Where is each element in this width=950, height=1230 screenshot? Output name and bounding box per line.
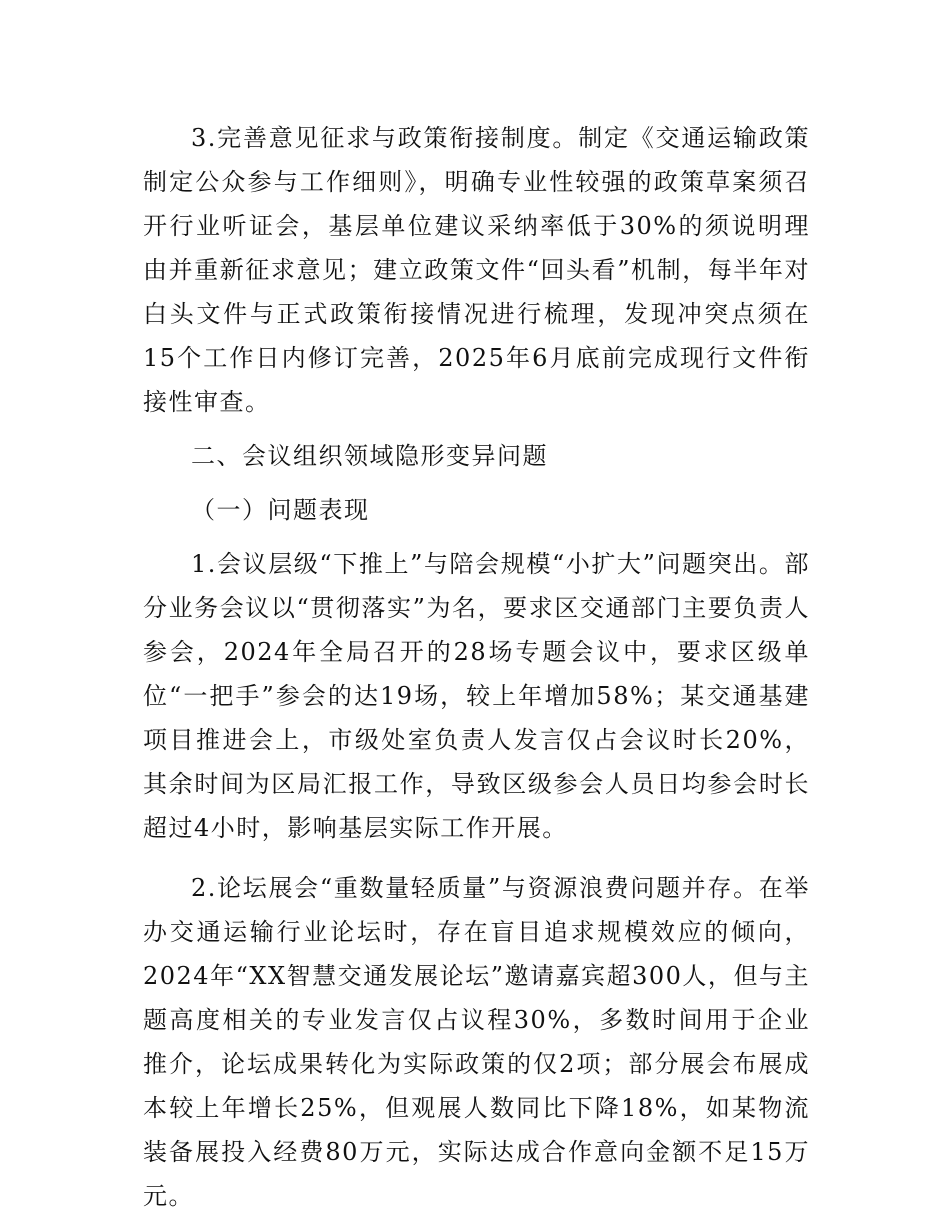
subsection-heading-problems: （一）问题表现 (191, 496, 370, 524)
spacer (143, 532, 810, 542)
paragraph-forum-exhibition: 2.论坛展会“重数量轻质量”与资源浪费问题并存。在举办交通运输行业论坛时，存在盲目追求规模效应的倾向，2024年“XX智慧交通发展论坛”邀请嘉宾超300人，但与主题高度相关的专业发言仅占议程30%，多数时间用于企业推介，论坛成果转化为实际政策的仅2项；部分展会布展成本较上年增长25%，但观展人数同比下降18%，如某物流装备展投入经费80万元，实际达成合作意向金额不足15万元。 (143, 874, 810, 1210)
spacer (143, 424, 810, 434)
document-page (143, 116, 810, 1218)
paragraph-policy-coordination: 3.完善意见征求与政策衔接制度。制定《交通运输政策制定公众参与工作细则》，明确专业性较强的政策草案须召开行业听证会，基层单位建议采纳率低于30%的须说明理由并重新征求意见；建立政策文件“回头看”机制，每半年对白头文件与正式政策衔接情况进行梳理，发现冲突点须在15个工作日内修订完善，2025年6月底前完成现行文件衔接性审查。 (143, 124, 810, 416)
spacer (143, 478, 810, 488)
spacer (143, 850, 810, 866)
section-heading-meetings: 二、会议组织领域隐形变异问题 (191, 442, 548, 470)
paragraph-meeting-level: 1.会议层级“下推上”与陪会规模“小扩大”问题突出。部分业务会议以“贯彻落实”为名，要求区交通部门主要负责人参会，2024年全局召开的28场专题会议中，要求区级单位“一把手”参会的达19场，较上年增加58%；某交通基建项目推进会上，市级处室负责人发言仅占会议时长20%，其余时间为区局汇报工作，导致区级参会人员日均参会时长超过4小时，影响基层实际工作开展。 (143, 550, 810, 842)
